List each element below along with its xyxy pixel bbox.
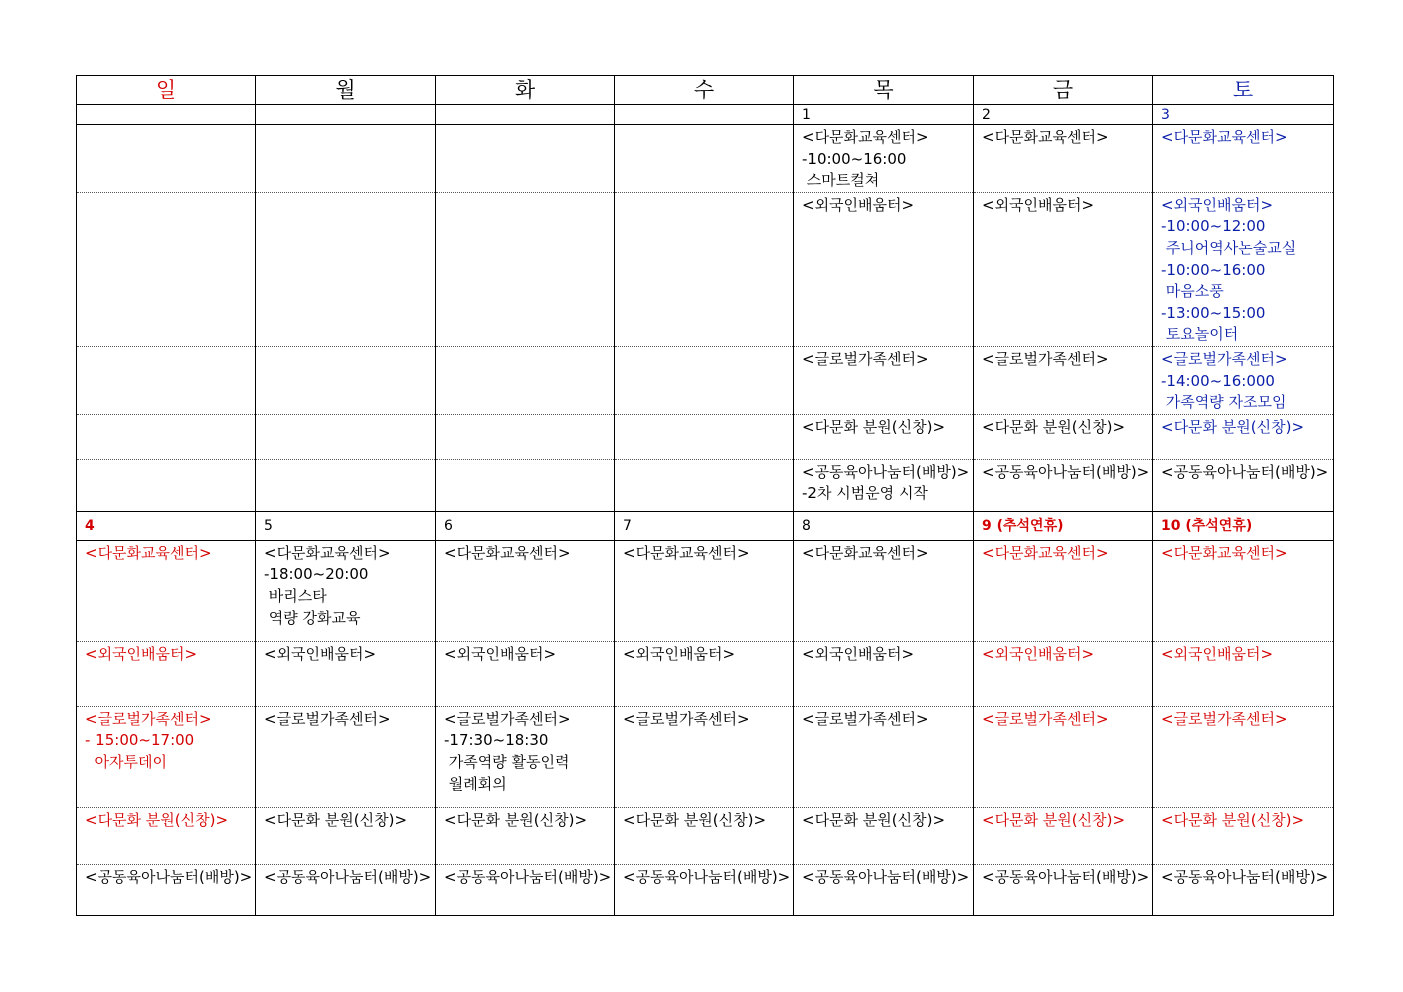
week1-row-global-family xyxy=(77,346,1334,414)
event-cell xyxy=(77,414,256,459)
event-cell xyxy=(436,346,615,414)
date-cell: 7 xyxy=(615,511,794,540)
week2-row-education-center xyxy=(77,540,1334,641)
event-cell xyxy=(615,414,794,459)
event-cell xyxy=(256,346,436,414)
event-cell: <다문화교육센터> -10:00~16:00 스마트컬쳐 xyxy=(794,125,974,193)
week1-row-multicultural-branch xyxy=(77,414,1334,459)
date-cell xyxy=(256,105,436,125)
event-cell: <다문화 분원(신창)> xyxy=(794,807,974,864)
event-cell: <외국인배움터> xyxy=(974,192,1153,346)
event-cell: <외국인배움터> -10:00~12:00 주니어역사논술교실 -10:00~16:00 마음소풍 -13:00~15:00 토요놀이터 xyxy=(1153,192,1334,346)
date-cell: 2 xyxy=(974,105,1153,125)
event-cell: <글로벌가족센터> - 15:00~17:00 아자투데이 xyxy=(77,706,256,807)
event-cell: <글로벌가족센터> xyxy=(974,706,1153,807)
event-cell: <다문화교육센터> xyxy=(615,540,794,641)
event-cell xyxy=(256,414,436,459)
date-cell: 6 xyxy=(436,511,615,540)
week2-date-row xyxy=(77,511,1334,540)
event-cell: <공동육아나눔터(배방)> xyxy=(1153,459,1334,511)
event-cell: <다문화교육센터> xyxy=(974,540,1153,641)
week1-row-education-center xyxy=(77,125,1334,193)
week2-row-multicultural-branch xyxy=(77,807,1334,864)
event-cell: <글로벌가족센터> xyxy=(794,346,974,414)
date-cell xyxy=(615,105,794,125)
weekday-tue: 화 xyxy=(436,76,615,105)
event-cell: <다문화교육센터> xyxy=(974,125,1153,193)
date-cell: 8 xyxy=(794,511,974,540)
date-cell: 4 xyxy=(77,511,256,540)
event-cell xyxy=(436,125,615,193)
event-cell xyxy=(77,192,256,346)
event-cell: <다문화 분원(신창)> xyxy=(256,807,436,864)
date-cell: 10 (추석연휴) xyxy=(1153,511,1334,540)
week1-date-row xyxy=(77,105,1334,125)
week2-row-global-family xyxy=(77,706,1334,807)
weekday-mon: 월 xyxy=(256,76,436,105)
date-cell: 9 (추석연휴) xyxy=(974,511,1153,540)
date-cell: 3 xyxy=(1153,105,1334,125)
event-cell: <다문화 분원(신창)> xyxy=(974,807,1153,864)
weekday-wed: 수 xyxy=(615,76,794,105)
event-cell xyxy=(615,346,794,414)
event-cell: <다문화교육센터> -18:00~20:00 바리스타 역량 강화교육 xyxy=(256,540,436,641)
event-cell xyxy=(436,459,615,511)
event-cell: <다문화교육센터> xyxy=(436,540,615,641)
date-cell: 5 xyxy=(256,511,436,540)
event-cell: <다문화 분원(신창)> xyxy=(1153,807,1334,864)
event-cell: <다문화교육센터> xyxy=(77,540,256,641)
event-cell: <다문화 분원(신창)> xyxy=(794,414,974,459)
event-cell xyxy=(436,192,615,346)
event-cell: <외국인배움터> xyxy=(615,641,794,706)
event-cell xyxy=(77,346,256,414)
date-cell xyxy=(436,105,615,125)
event-cell: <외국인배움터> xyxy=(794,192,974,346)
event-cell: <공동육아나눔터(배방)> xyxy=(436,864,615,915)
event-cell: <다문화 분원(신창)> xyxy=(615,807,794,864)
event-cell xyxy=(615,192,794,346)
event-cell: <공동육아나눔터(배방)> xyxy=(77,864,256,915)
event-cell: <글로벌가족센터> -14:00~16:000 가족역량 자조모임 xyxy=(1153,346,1334,414)
event-cell: <공동육아나눔터(배방)> xyxy=(974,459,1153,511)
event-cell: <글로벌가족센터> xyxy=(794,706,974,807)
event-cell: <다문화 분원(신창)> xyxy=(77,807,256,864)
event-cell: <공동육아나눔터(배방)> xyxy=(1153,864,1334,915)
event-cell: <외국인배움터> xyxy=(77,641,256,706)
event-cell: <공동육아나눔터(배방)> xyxy=(974,864,1153,915)
event-cell: <공동육아나눔터(배방)> xyxy=(615,864,794,915)
event-cell: <다문화교육센터> xyxy=(794,540,974,641)
weekday-fri: 금 xyxy=(974,76,1153,105)
event-cell: <글로벌가족센터> xyxy=(974,346,1153,414)
event-cell: <다문화 분원(신창)> xyxy=(436,807,615,864)
event-cell xyxy=(256,192,436,346)
event-cell: <외국인배움터> xyxy=(256,641,436,706)
event-cell: <외국인배움터> xyxy=(794,641,974,706)
event-cell: <외국인배움터> xyxy=(436,641,615,706)
week1-row-foreigner-learning xyxy=(77,192,1334,346)
event-cell: <글로벌가족센터> -17:30~18:30 가족역량 활동인력 월례회의 xyxy=(436,706,615,807)
weekday-thu: 목 xyxy=(794,76,974,105)
week1-row-childcare-share xyxy=(77,459,1334,511)
event-cell xyxy=(615,125,794,193)
event-cell: <외국인배움터> xyxy=(1153,641,1334,706)
date-cell: 1 xyxy=(794,105,974,125)
week2-row-foreigner-learning xyxy=(77,641,1334,706)
event-cell: <다문화 분원(신창)> xyxy=(974,414,1153,459)
event-cell: <공동육아나눔터(배방)> -2차 시범운영 시작 xyxy=(794,459,974,511)
event-cell: <다문화 분원(신창)> xyxy=(1153,414,1334,459)
event-cell: <글로벌가족센터> xyxy=(256,706,436,807)
event-cell xyxy=(256,125,436,193)
event-cell xyxy=(436,414,615,459)
week2-row-childcare-share xyxy=(77,864,1334,915)
event-cell xyxy=(256,459,436,511)
event-cell: <다문화교육센터> xyxy=(1153,125,1334,193)
weekday-sat: 토 xyxy=(1153,76,1334,105)
weekday-sun: 일 xyxy=(77,76,256,105)
calendar-table xyxy=(76,75,1334,916)
event-cell: <다문화교육센터> xyxy=(1153,540,1334,641)
event-cell: <외국인배움터> xyxy=(974,641,1153,706)
event-cell: <공동육아나눔터(배방)> xyxy=(256,864,436,915)
event-cell xyxy=(615,459,794,511)
event-cell xyxy=(77,459,256,511)
event-cell xyxy=(77,125,256,193)
event-cell: <글로벌가족센터> xyxy=(1153,706,1334,807)
weekday-header-row xyxy=(77,76,1334,105)
date-cell xyxy=(77,105,256,125)
event-cell: <공동육아나눔터(배방)> xyxy=(794,864,974,915)
event-cell: <글로벌가족센터> xyxy=(615,706,794,807)
